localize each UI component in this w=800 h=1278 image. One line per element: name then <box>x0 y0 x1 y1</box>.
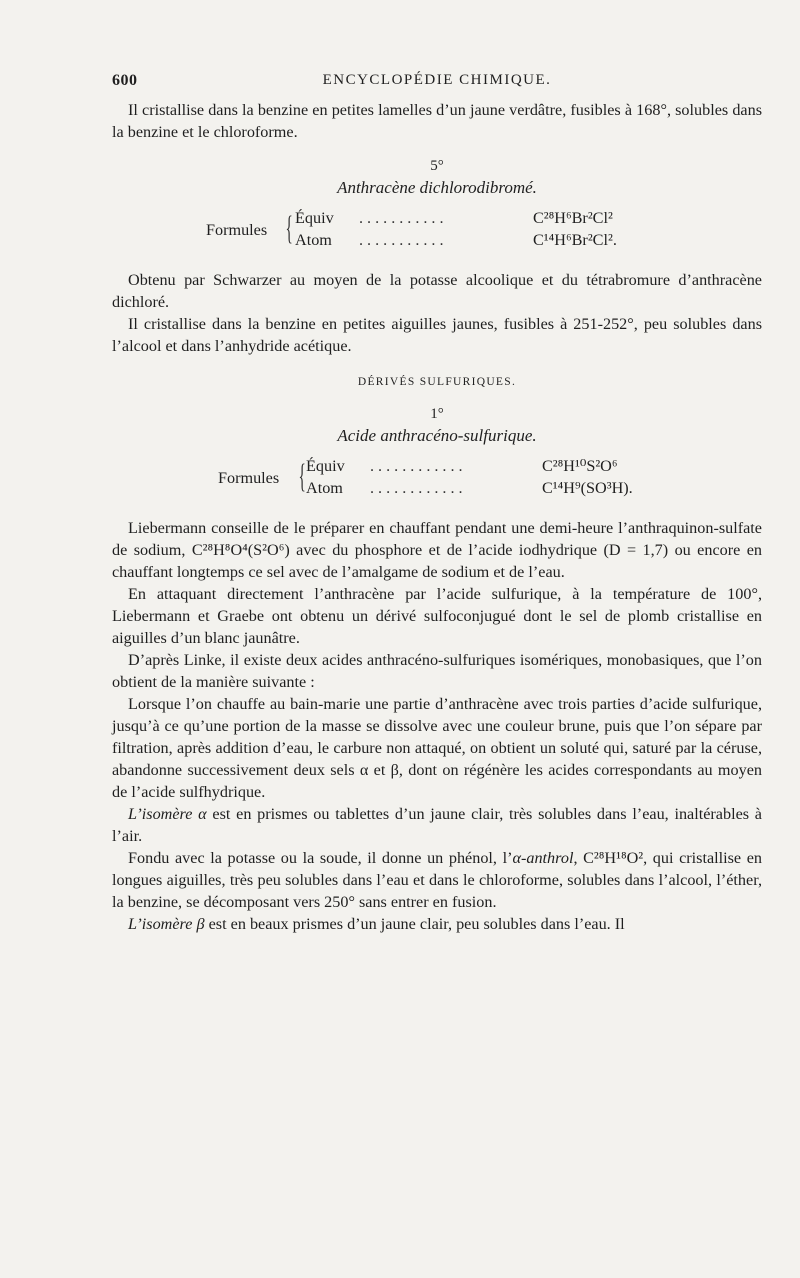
paragraph: Il cristallise dans la benzine en petites aiguilles jaunes, fusibles à 251-252°, peu solubles dans l’alcool et dans l’anhydride acétique. <box>112 315 762 355</box>
paragraph: Liebermann conseille de le préparer en chauffant pendant une demi-heure l’anthraquinon-sulfate de sodium, C²⁸H⁸O⁴(S²O⁶) avec du phosphore et de l’acide iodhydrique (D = 1,7) ou encore en chauffant longtemps ce sel avec de l’amalgame de sodium et de l’eau. <box>112 519 762 581</box>
formula-value: C¹⁴H⁹(SO³H). <box>542 479 633 497</box>
formula-value: C²⁸H⁶Br²Cl² <box>533 209 613 227</box>
formula-row <box>295 229 735 251</box>
formula-row <box>306 455 746 477</box>
section-title: Anthracène dichlorodibromé. <box>337 178 537 197</box>
paragraph <box>112 847 762 913</box>
formula-value: C¹⁴H⁶Br²Cl². <box>533 231 617 249</box>
brace-icon: { <box>298 458 306 495</box>
paragraph: Lorsque l’on chauffe au bain-marie une partie d’anthracène avec trois parties d’acide sulfurique, jusqu’à ce qu’une portion de la masse se dissolve avec une couleur brune, puis que l’on sépare par filtration, après addition d’eau, le carbure non attaqué, on obtient un soluté qui, saturé par la céruse, abandonne successivement deux sels α et β, dont on régénère les acides correspondants au moyen de l’acide sulfhydrique. <box>112 695 762 801</box>
paragraph: En attaquant directement l’anthracène par l’acide sulfurique, à la température de 100°, Liebermann et Graebe ont obtenu un dérivé sulfoconjugué dont le sel de plomb cristallise en aiguilles d’un blanc jaunâtre. <box>112 585 762 647</box>
brace-icon: { <box>285 210 293 247</box>
paragraph-text: Fondu avec la potasse ou la soude, il donne un phénol, l’ <box>128 849 513 867</box>
section-number: 1° <box>430 406 444 422</box>
paragraph <box>112 803 762 847</box>
paragraph: D’après Linke, il existe deux acides anthracéno-sulfuriques isomériques, monobasiques, que l’on obtient de la manière suivante : <box>112 651 762 691</box>
formula-block <box>112 207 762 253</box>
paragraph-text: est en beaux prismes d’un jaune clair, peu solubles dans l’eau. Il <box>204 915 625 933</box>
formula-label: Formules <box>218 469 280 487</box>
paragraph: Obtenu par Schwarzer au moyen de la potasse alcoolique et du tétrabromure d’anthracène dichloré. <box>112 271 762 311</box>
leader-dots: ............ <box>370 457 467 475</box>
page-body <box>112 99 762 935</box>
section-number: 5° <box>430 158 444 174</box>
running-title: ENCYCLOPÉDIE CHIMIQUE. <box>322 72 552 88</box>
section-heading: DÉRIVÉS SULFURIQUES. <box>357 376 517 388</box>
leader-dots: ........... <box>359 209 448 227</box>
section-title: Acide anthracéno-sulfurique. <box>337 426 537 445</box>
paragraph-text: , C²⁸H¹⁸O², qui cristallise en longues aiguilles, très peu solubles dans l’eau et dans le chloroforme, solubles dans l’alcool, l’éther, la benzine, se décomposant vers 250° sans entrer en fusion. <box>112 849 762 911</box>
paragraph: Il cristallise dans la benzine en petites lamelles d’un jaune verdâtre, fusibles à 168°, solubles dans la benzine et le chloroforme. <box>112 101 762 141</box>
formula-key: Atom <box>306 479 343 497</box>
leader-dots: ............ <box>370 479 467 497</box>
formula-key: Équiv <box>306 457 345 475</box>
formula-label: Formules <box>206 221 268 239</box>
formula-value: C²⁸H¹⁰S²O⁶ <box>542 457 618 475</box>
formula-key: Équiv <box>295 209 334 227</box>
page-header <box>112 72 762 96</box>
formula-block <box>112 455 762 501</box>
formula-row <box>306 477 746 499</box>
formula-key: Atom <box>295 231 332 249</box>
page-number: 600 <box>112 72 138 89</box>
paragraph <box>112 913 762 935</box>
italic-term: α-anthrol <box>512 849 574 867</box>
italic-term: L’isomère α <box>128 805 207 823</box>
paragraph-text: est en prismes ou tablettes d’un jaune clair, très solubles dans l’eau, inaltérables à l’air. <box>112 805 762 845</box>
leader-dots: ........... <box>359 231 448 249</box>
formula-row <box>295 207 735 229</box>
italic-term: L’isomère β <box>128 915 205 933</box>
